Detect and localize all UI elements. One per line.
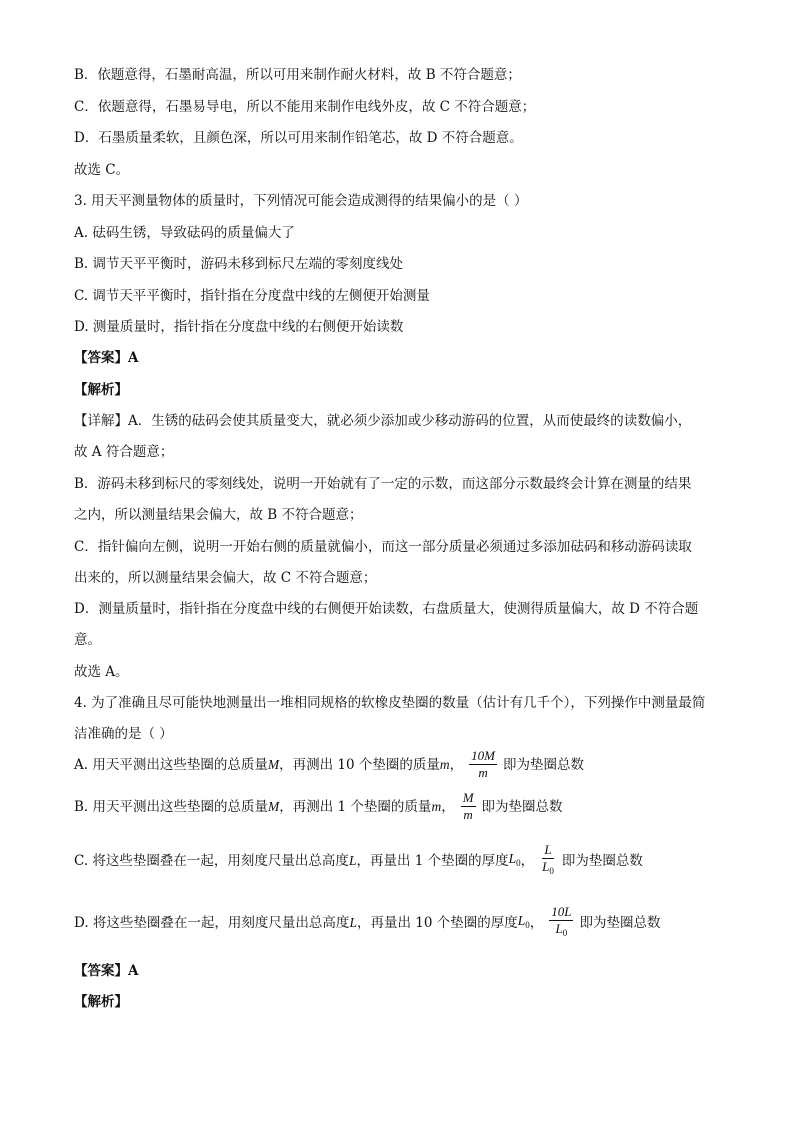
denominator: $L_0$ — [542, 859, 554, 876]
var-L0: $L_0$ — [508, 850, 521, 868]
option-text: 即为垫圈总数 — [481, 798, 563, 815]
explanation-line: 之内，所以测量结果会偏大，故 B 不符合题意； — [74, 507, 363, 523]
separator: ， — [441, 798, 455, 815]
explanation-line: 出来的，所以测量结果会偏大，故 C 不符合题意； — [74, 570, 377, 586]
numerator: L — [544, 842, 552, 857]
explanation-line: 故 A 符合题意； — [74, 444, 174, 460]
separator: ， — [529, 914, 544, 931]
explanation-line: D．测量质量时，指针指在分度盘中线的右侧便开始读数，右盘质量大，使测得质量偏大，故 D 不符合题 — [74, 601, 699, 617]
option-d — [74, 904, 660, 941]
text-line: D．石墨质量柔软，且颜色深，所以可用来制作铅笔芯，故 D 不符合题意。 — [74, 130, 523, 146]
explanation-line: 故选 A。 — [74, 664, 129, 680]
separator: ， — [449, 756, 464, 773]
option-text: ，再量出 10 个垫圈的厚度 — [356, 914, 518, 931]
var-L0: $L_0$ — [517, 912, 530, 930]
var-m: m — [439, 756, 450, 772]
option-text: 即为垫圈总数 — [561, 852, 643, 869]
analysis-label: 【解析】 — [74, 994, 128, 1010]
question-4-cont: 洁准确的是（ ） — [74, 726, 173, 742]
explanation-line: B．游码未移到标尺的零刻线处，说明一开始就有了一定的示数，而这部分示数最终会计算在测量的结果 — [74, 476, 692, 492]
analysis-label: 【解析】 — [74, 382, 128, 398]
text-line: B．依题意得，石墨耐高温，所以可用来制作耐火材料，故 B 不符合题意； — [74, 67, 521, 83]
denominator: m — [478, 765, 488, 780]
var-M: M — [267, 756, 280, 772]
option-a — [74, 748, 584, 781]
option-c: C. 调节天平平衡时，指针指在分度盘中线的左侧便开始测量 — [74, 288, 430, 304]
fraction — [540, 842, 556, 879]
numerator: 10L — [551, 904, 572, 919]
option-text: C. 将这些垫圈叠在一起，用刻度尺量出总高度 — [74, 852, 349, 869]
separator: ， — [520, 852, 535, 869]
explanation-line: 【详解】A．生锈的砝码会使其质量变大，就必须少添加或少移动游码的位置，从而使最终的读数偏小， — [74, 413, 692, 429]
option-b — [74, 790, 563, 823]
fraction — [469, 748, 497, 781]
option-text: ，再测出 10 个垫圈的质量 — [279, 756, 440, 773]
option-text: ，再量出 1 个垫圈的厚度 — [356, 852, 509, 869]
var-M: M — [268, 798, 280, 814]
fraction — [461, 790, 476, 823]
option-text: D. 将这些垫圈叠在一起，用刻度尺量出总高度 — [74, 914, 350, 931]
option-b: B. 调节天平平衡时，游码未移到标尺左端的零刻度线处 — [74, 256, 404, 272]
option-a: A. 砝码生锈，导致砝码的质量偏大了 — [74, 225, 295, 241]
option-text: 即为垫圈总数 — [502, 756, 584, 773]
numerator: M — [462, 790, 474, 805]
fraction — [549, 904, 573, 941]
question-4: 4. 为了准确且尽可能快地测量出一堆相同规格的软橡皮垫圈的数量（估计有几千个），下列操作中测量最简 — [74, 695, 706, 711]
var-L: L — [349, 914, 357, 930]
denominator: $L_0$ — [555, 921, 568, 938]
var-m: m — [431, 798, 442, 814]
var-L: L — [348, 852, 357, 868]
option-text: A. 用天平测出这些垫圈的总质量 — [74, 756, 268, 773]
text-line: 故选 C。 — [74, 162, 130, 178]
explanation-line: C．指针偏向左侧，说明一开始右侧的质量就偏小，而这一部分质量必须通过多添加砝码和移动游码读取 — [74, 539, 692, 555]
answer-label: 【答案】A — [74, 963, 139, 979]
option-text: 即为垫圈总数 — [579, 914, 661, 931]
option-d: D. 测量质量时，指针指在分度盘中线的右侧便开始读数 — [74, 319, 404, 335]
question-3: 3. 用天平测量物体的质量时，下列情况可能会造成测得的结果偏小的是（ ） — [74, 193, 528, 209]
option-text: B. 用天平测出这些垫圈的总质量 — [74, 798, 269, 815]
text-line: C．依题意得，石墨易导电，所以不能用来制作电线外皮，故 C 不符合题意； — [74, 99, 536, 115]
answer-label: 【答案】A — [74, 350, 139, 366]
numerator: 10M — [471, 748, 495, 763]
explanation-line: 意。 — [74, 632, 101, 648]
option-text: ，再测出 1 个垫圈的质量 — [279, 798, 432, 815]
denominator: m — [463, 807, 473, 822]
option-c — [74, 842, 643, 879]
